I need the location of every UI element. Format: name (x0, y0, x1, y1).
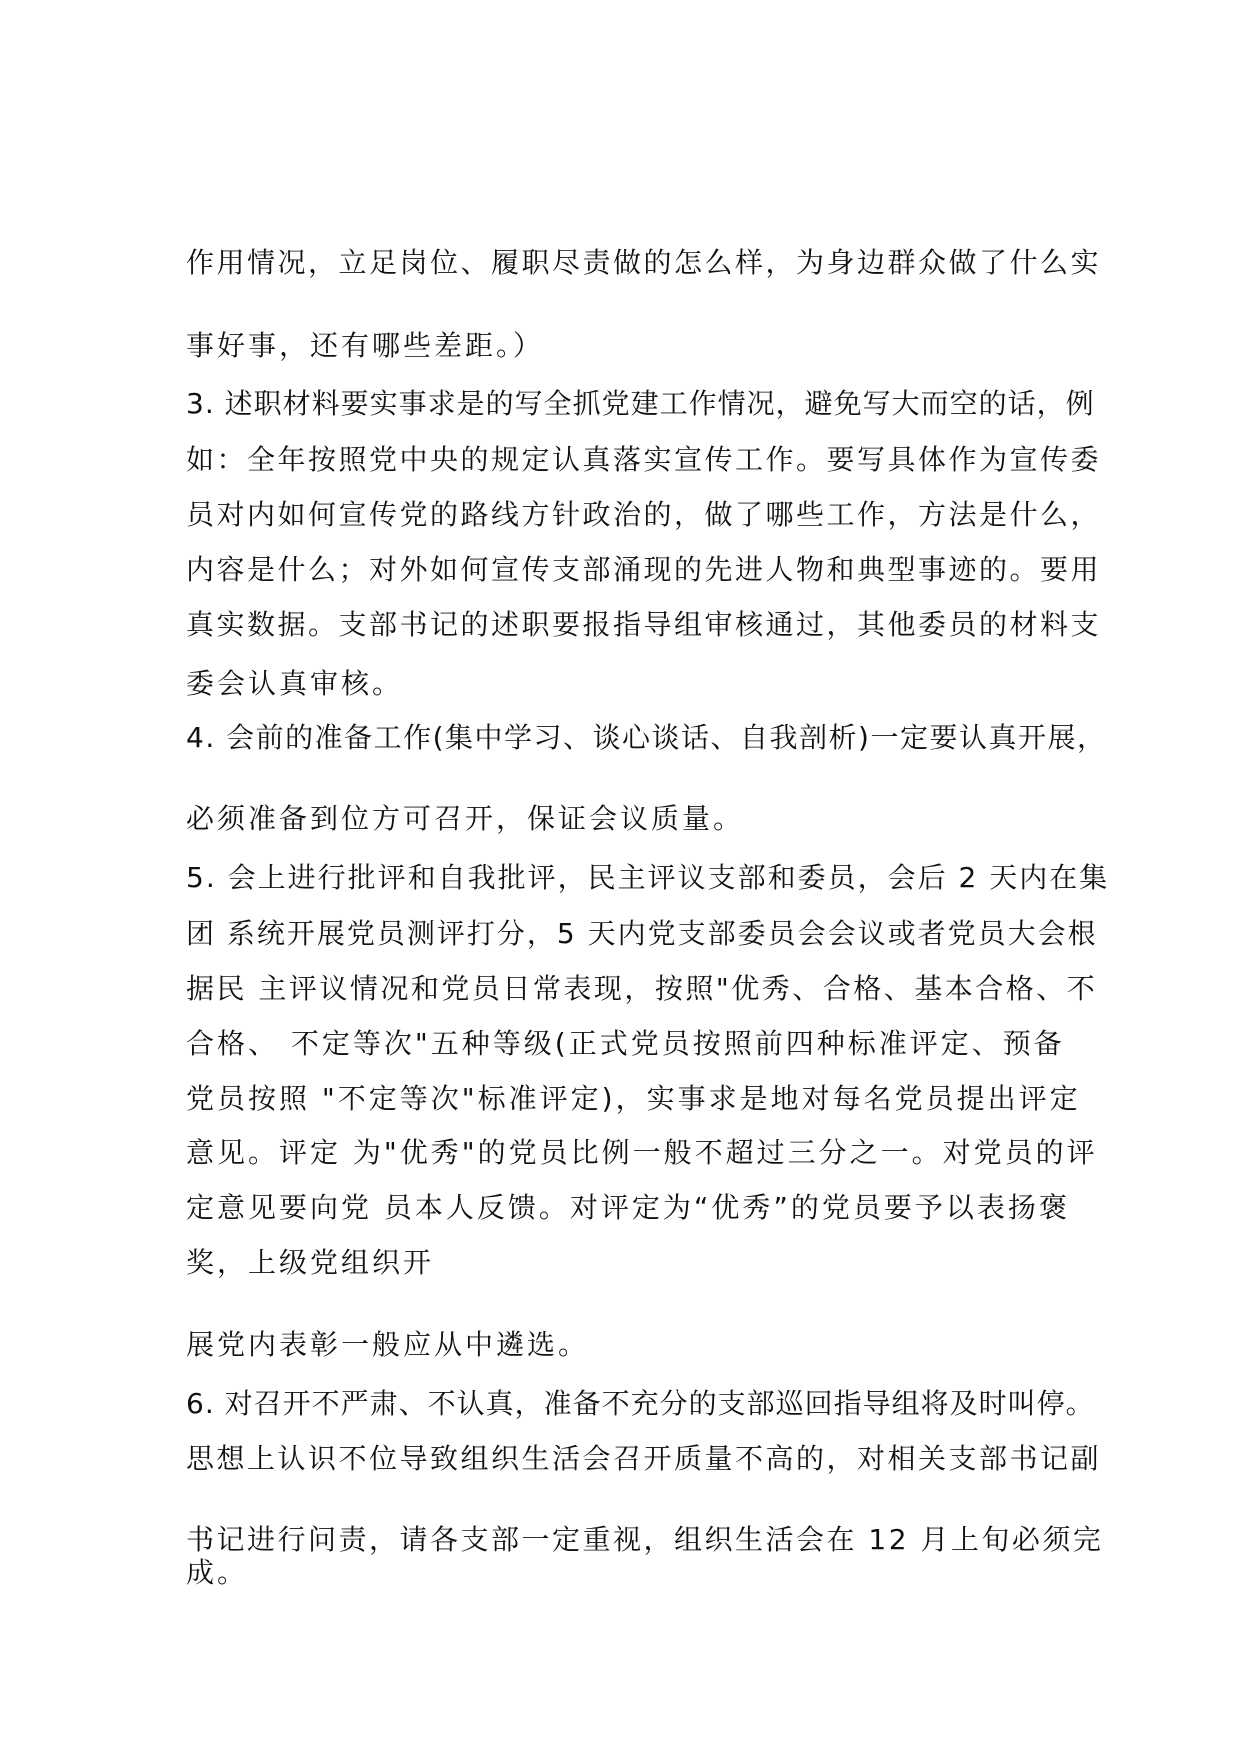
text-line-9: 4. 会前的准备工作(集中学习、谈心谈话、自我剖析)一定要认真开展， (186, 721, 1107, 754)
text-line-23: 成。 (186, 1556, 249, 1589)
text-line-16: 意见。评定 为"优秀"的党员比例一般不超过三分之一。对党员的评 (186, 1136, 1098, 1169)
text-line-19: 展党内表彰一般应从中遴选。 (186, 1328, 590, 1361)
text-line-2: 事好事，还有哪些差距。） (186, 329, 545, 362)
text-line-12: 团 系统开展党员测评打分，5 天内党支部委员会会议或者党员大会根 (186, 917, 1098, 950)
text-line-5: 员对内如何宣传党的路线方针政治的，做了哪些工作，方法是什么， (186, 498, 1102, 531)
text-line-11: 5. 会上进行批评和自我批评，民主评议支部和委员，会后 2 天内在集 (186, 861, 1110, 894)
text-line-8: 委会认真审核。 (186, 667, 404, 700)
text-line-21: 思想上认识不位导致组织生活会召开质量不高的，对相关支部书记副 (186, 1442, 1102, 1475)
text-line-18: 奖，上级党组织开 (186, 1246, 435, 1279)
text-line-17: 定意见要向党 员本人反馈。对评定为“优秀”的党员要予以表扬褒 (186, 1191, 1070, 1224)
text-line-10: 必须准备到位方可召开，保证会议质量。 (186, 802, 745, 835)
text-line-7: 真实数据。支部书记的述职要报指导组审核通过，其他委员的材料支 (186, 608, 1102, 641)
text-line-22: 书记进行问责，请各支部一定重视，组织生活会在 12 月上旬必须完 (186, 1523, 1104, 1556)
text-line-4: 如：全年按照党中央的规定认真落实宣传工作。要写具体作为宣传委 (186, 443, 1102, 476)
text-line-14: 合格、 不定等次"五种等级(正式党员按照前四种标准评定、预备 (186, 1027, 1065, 1060)
text-line-15: 党员按照 "不定等次"标准评定)，实事求是地对每名党员提出评定 (186, 1082, 1081, 1115)
text-line-1: 作用情况，立足岗位、履职尽责做的怎么样，为身边群众做了什么实 (186, 246, 1102, 279)
text-line-6: 内容是什么；对外如何宣传支部涌现的先进人物和典型事迹的。要用 (186, 553, 1102, 586)
text-line-3: 3. 述职材料要实事求是的写全抓党建工作情况，避免写大而空的话，例 (186, 387, 1095, 420)
text-line-20: 6. 对召开不严肃、不认真，准备不充分的支部巡回指导组将及时叫停。 (186, 1387, 1095, 1420)
text-line-13: 据民 主评议情况和党员日常表现，按照"优秀、合格、基本合格、不 (186, 972, 1098, 1005)
